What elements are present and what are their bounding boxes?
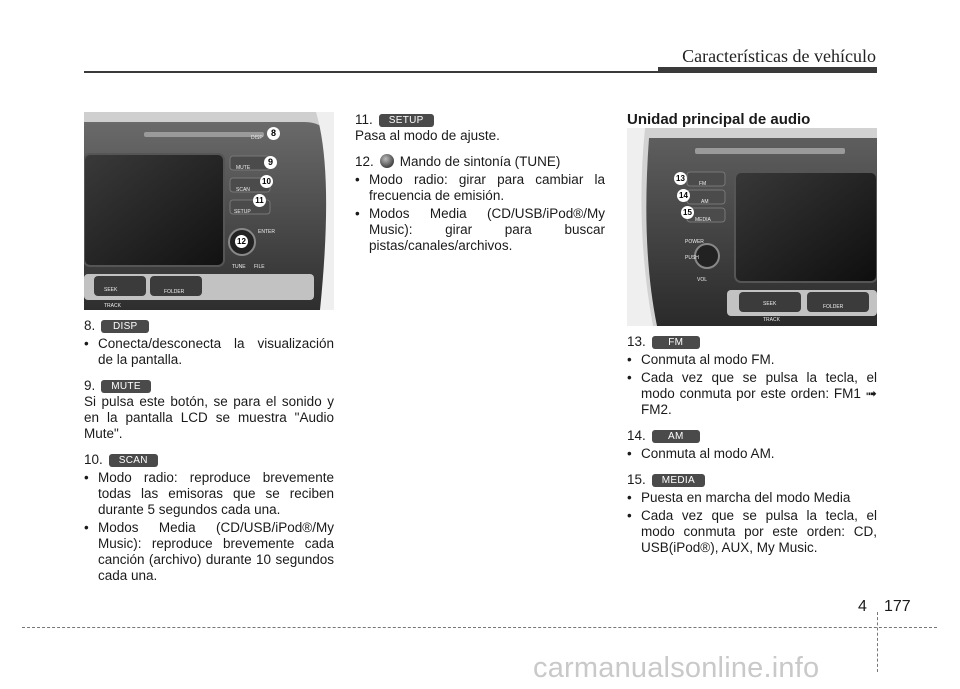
- footer-divider: [877, 612, 878, 672]
- photo-label-fm: FM: [699, 181, 707, 187]
- tune-knob-icon: [380, 154, 394, 168]
- disp-key-badge: DISP: [101, 320, 149, 333]
- photo-label-seek: SEEK TRACK: [104, 287, 121, 309]
- head-unit-illustration-left: [84, 112, 334, 310]
- item-14: [627, 428, 877, 462]
- item-10: [84, 452, 334, 584]
- list-item: • Modo radio: reproduce brevemente todas las emisoras que se reciben durante 5 segundos cada una.: [84, 470, 334, 518]
- item-number: 8.: [84, 318, 96, 333]
- am-key-badge: AM: [652, 430, 700, 443]
- photo-label-folder: FOLDER: [823, 304, 844, 310]
- item-number: 12.: [355, 154, 374, 169]
- list-item: • Puesta en marcha del modo Media: [627, 490, 877, 506]
- watermark: carmanualsonline.info: [533, 652, 820, 684]
- head-unit-photo-left: [84, 112, 334, 310]
- item-number: 14.: [627, 428, 646, 443]
- item-12: [355, 154, 605, 254]
- photo-label-mute: MUTE: [236, 165, 251, 171]
- item-number: 11.: [355, 112, 373, 127]
- list-item: • Modos Media (CD/USB/iPod®/My Music): girar para buscar pistas/canales/archivos.: [355, 206, 605, 254]
- list-item: • Cada vez que se pulsa la tecla, el modo conmuta por este orden: CD, USB(iPod®), AUX, My Music.: [627, 508, 877, 556]
- header-rule-accent: [658, 67, 877, 73]
- header-rule: [84, 71, 684, 73]
- photo-label-scan: SCAN: [236, 187, 250, 193]
- callout-14: 14: [677, 189, 690, 202]
- item-15: [627, 472, 877, 556]
- item-number: 13.: [627, 334, 646, 349]
- list-item: • Modo radio: girar para cambiar la frecuencia de emisión.: [355, 172, 605, 204]
- setup-key-badge: SETUP: [379, 114, 434, 127]
- column-middle: [355, 112, 605, 256]
- callout-8: 8: [267, 127, 280, 140]
- photo-label-setup: SETUP: [234, 209, 251, 215]
- item-11: [355, 112, 605, 144]
- callout-9: 9: [264, 156, 277, 169]
- photo-label-vol: VOL: [697, 277, 708, 283]
- list-item: • Modos Media (CD/USB/iPod®/My Music): reproduce brevemente cada canción (archivo) durante 10 segundos cada una.: [84, 520, 334, 584]
- photo-label-file: FILE: [254, 264, 265, 270]
- scan-key-badge: SCAN: [109, 454, 158, 467]
- photo-label-folder: FOLDER: [164, 289, 185, 295]
- item-9: [84, 378, 334, 442]
- photo-label-tune: TUNE: [232, 264, 246, 270]
- column-left: [84, 112, 334, 586]
- list-item: • Conmuta al modo AM.: [627, 446, 877, 462]
- callout-11: 11: [253, 194, 266, 207]
- item-title: Mando de sintonía (TUNE): [399, 154, 561, 169]
- photo-label-media: MEDIA: [695, 217, 711, 223]
- item-text: Si pulsa este botón, se para el sonido y en la pantalla LCD se muestra "Audio Mute".: [84, 394, 334, 441]
- callout-12: 12: [235, 235, 248, 248]
- item-number: 15.: [627, 472, 646, 487]
- item-number: 10.: [84, 452, 103, 467]
- page-number: 177: [884, 598, 911, 615]
- item-8: [84, 318, 334, 368]
- item-13: [627, 334, 877, 418]
- head-unit-photo-right: [627, 128, 877, 326]
- column-right: [627, 112, 877, 558]
- fm-key-badge: FM: [652, 336, 700, 349]
- item-number: 9.: [84, 378, 96, 393]
- photo-label-power: POWER PUSH: [685, 239, 704, 261]
- photo-label-am: AM: [701, 199, 709, 205]
- photo-label-disp: DISP: [251, 135, 263, 141]
- mute-key-badge: MUTE: [101, 380, 151, 393]
- item-text: Pasa al modo de ajuste.: [355, 128, 500, 143]
- media-key-badge: MEDIA: [652, 474, 705, 487]
- chapter-number: 4: [858, 598, 867, 615]
- list-item: • Conecta/desconecta la visualización de la pantalla.: [84, 336, 334, 368]
- section-title: Unidad principal de audio: [627, 111, 811, 128]
- head-unit-illustration-right: [627, 128, 877, 326]
- photo-label-enter: ENTER: [258, 229, 275, 235]
- photo-label-seek: SEEK TRACK: [763, 301, 780, 323]
- footer-rule: [22, 627, 937, 628]
- callout-10: 10: [260, 175, 273, 188]
- list-item: • Cada vez que se pulsa la tecla, el modo conmuta por este orden: FM1 ➟ FM2.: [627, 370, 877, 418]
- list-item: • Conmuta al modo FM.: [627, 352, 877, 368]
- chapter-title: Características de vehículo: [682, 46, 876, 66]
- callout-15: 15: [681, 206, 694, 219]
- callout-13: 13: [674, 172, 687, 185]
